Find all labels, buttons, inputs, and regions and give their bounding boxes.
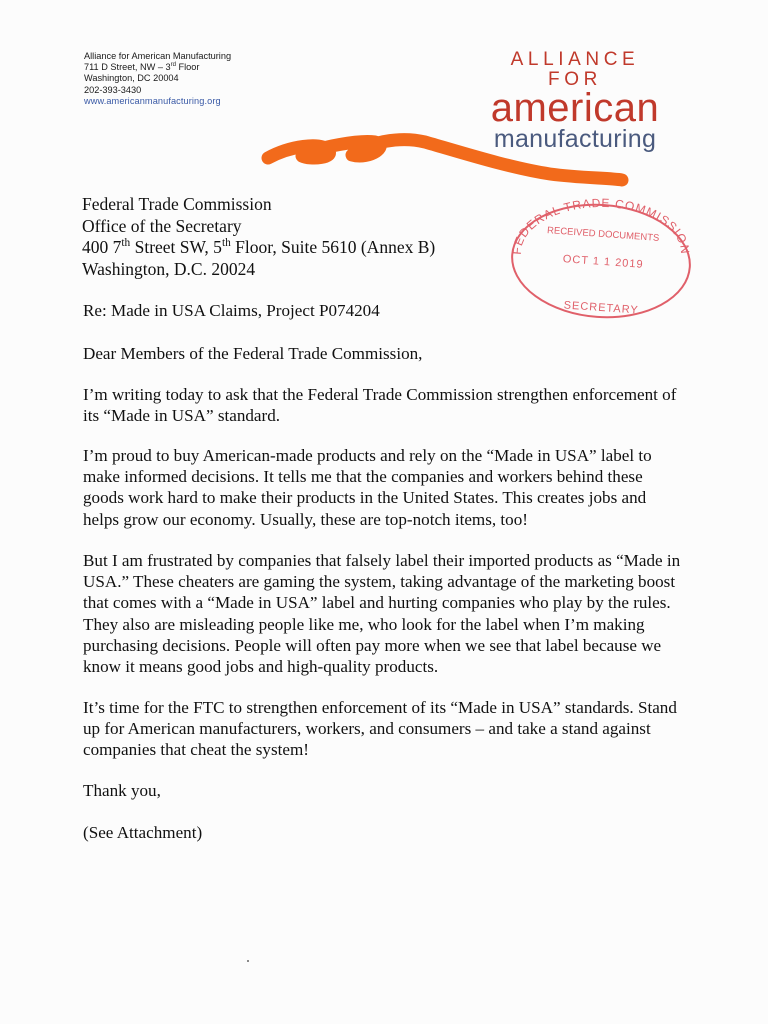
- stamp-received-text: RECEIVED DOCUMENTS: [546, 225, 660, 244]
- logo-line-manufacturing: manufacturing: [493, 125, 657, 153]
- redaction-scribble: [250, 120, 640, 200]
- recipient-line-3: 400 7th Street SW, 5th Floor, Suite 5610 (Annex B): [82, 237, 436, 257]
- stamp-arc-text: FEDERAL TRADE COMMISSION: [509, 195, 693, 256]
- logo-line-american: american: [490, 86, 660, 130]
- paragraph-1: I’m writing today to ask that the Federal Trade Commission strengthen enforcement of its “Made in USA” standard.: [83, 385, 677, 426]
- stamp-date: OCT 1 1 2019: [562, 253, 644, 271]
- subject-line: Re: Made in USA Claims, Project P074204: [83, 301, 380, 320]
- sender-org: Alliance for American Manufacturing: [84, 51, 232, 61]
- sender-city: Washington, DC 20004: [84, 73, 179, 84]
- paragraph-4: It’s time for the FTC to strengthen enforcement of its “Made in USA” standards. Stand up for American manufacturers, workers, and consumers – and take a stand against companies that cheat the system!: [83, 698, 677, 760]
- paragraph-3: But I am frustrated by companies that falsely label their imported products as “Made in USA.” These cheaters are gaming the system, taking advantage of the marketing boost that comes with a “Made in USA” label and hurting companies who play by the rules. They also are misleading people like me, who look for the label when I’m making purchasing decisions. People will often pay more when we see that label because we know it means good jobs and high-quality products.: [83, 551, 681, 677]
- paragraph-2: I’m proud to buy American-made products and rely on the “Made in USA” label to make informed decisions. It tells me that the companies and workers behind these goods work hard to make their products in the United States. This creates jobs and helps grow our economy. Usually, these are top-notch items, too!: [83, 446, 652, 529]
- recipient-line-2: Office of the Secretary: [82, 215, 242, 236]
- recipient-line-1: Federal Trade Commission: [82, 194, 272, 214]
- sender-street: 711 D Street, NW – 3rd Floor: [84, 62, 200, 73]
- stamp-secretary-text: SECRETARY: [563, 299, 640, 317]
- sender-phone: 202-393-3430: [84, 84, 142, 95]
- sender-address-block: [84, 51, 231, 107]
- sender-website: www.americanmanufacturing.org: [84, 95, 221, 106]
- closing: Thank you,: [83, 781, 161, 800]
- scan-speck: [247, 960, 249, 962]
- recipient-line-4: Washington, D.C. 20024: [82, 258, 256, 279]
- salutation: Dear Members of the Federal Trade Commission,: [83, 344, 423, 363]
- logo-line-alliance: ALLIANCE FOR: [510, 49, 640, 90]
- recipient-address-block: [82, 194, 435, 280]
- attachment-note: (See Attachment): [83, 823, 203, 842]
